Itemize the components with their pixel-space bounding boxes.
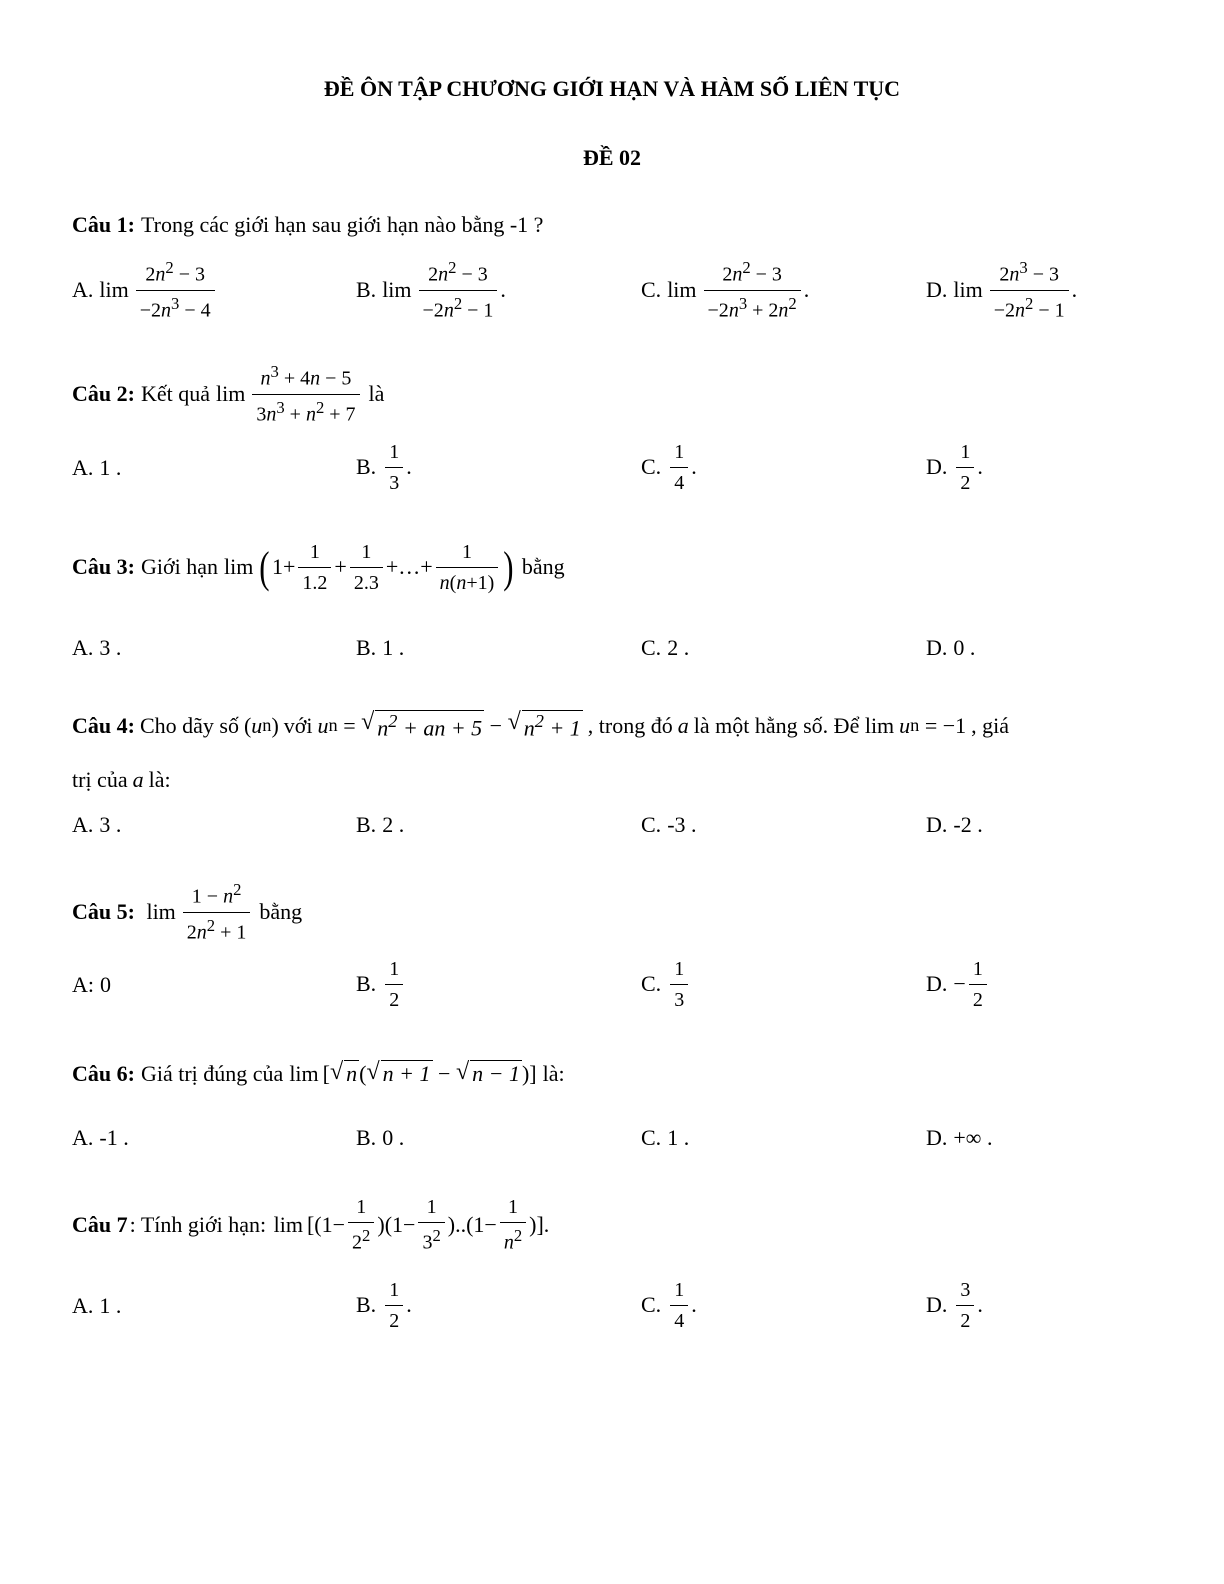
option-expression: lim $\frac{2n^2 - 3}{-2n^2 - 1}$ . <box>382 258 506 322</box>
question-text-end: bằng <box>259 898 303 924</box>
question-text: : Tính giới hạn: <box>129 1211 267 1237</box>
option-letter: C. <box>641 1292 662 1318</box>
option-c[interactable] <box>641 258 809 322</box>
question-expression: lim ( 1+ $\frac{1}{1.2}$ + $\frac{1}{2.3}$ +…+ $\frac{1}{n(n+1)}$ ) <box>223 541 514 594</box>
question-text: với <box>283 712 313 738</box>
option-expression: 1 . <box>99 455 122 480</box>
option-d[interactable] <box>926 635 975 661</box>
variable-a: a <box>677 712 689 738</box>
option-expression: 2 . <box>382 812 405 837</box>
option-expression: 3 . <box>99 635 122 660</box>
option-letter: C. <box>641 1125 662 1150</box>
option-letter: D. <box>926 812 948 837</box>
question-text: là: <box>148 767 171 792</box>
option-b[interactable] <box>356 957 406 1012</box>
option-a[interactable] <box>72 812 121 838</box>
question-text: Giới hạn <box>140 554 218 580</box>
question-6 <box>72 1060 565 1087</box>
option-b[interactable] <box>356 1278 412 1333</box>
option-letter: D. <box>926 454 948 480</box>
question-text-end: là <box>368 380 385 406</box>
question-expression: lim [(1− $\frac{1}{2^2}$ )(1− $\frac{1}{3^2}$ )..(1− $\frac{1}{n^2}$ )]. <box>273 1196 550 1254</box>
option-expression: $\frac{3}{2}$ . <box>953 1278 983 1333</box>
option-c[interactable] <box>641 635 689 661</box>
question-expression: lim $\frac{1 - n^2}{2n^2 + 1}$ <box>141 880 253 944</box>
option-letter: B. <box>356 276 377 302</box>
option-expression: -3 . <box>667 812 697 837</box>
option-expression: $\frac{1}{3}$ <box>667 957 691 1012</box>
option-expression: lim $\frac{2n^2 - 3}{-2n^3 + 2n^2}$ . <box>667 258 810 322</box>
question-text-end: là: <box>542 1060 565 1086</box>
question-3 <box>72 540 565 595</box>
variable-a: a <box>132 767 144 792</box>
option-c[interactable] <box>641 812 697 838</box>
question-4 <box>72 710 1009 742</box>
option-letter: B. <box>356 1292 377 1318</box>
option-expression: $\frac{1}{3}$ . <box>382 440 412 495</box>
option-expression: +∞ . <box>953 1125 993 1150</box>
option-a[interactable] <box>72 1125 129 1151</box>
option-expression: − $\frac{1}{2}$ <box>953 957 989 1012</box>
question-text: , trong đó <box>587 712 673 738</box>
limit-expression: u n = −1 <box>899 712 967 738</box>
option-letter: C. <box>641 812 662 837</box>
sequence-symbol: ( u n ) <box>243 712 279 738</box>
question-expression: u n = √ $n^2$ + an + 5 − √ $n^2 + 1$ <box>317 709 581 741</box>
option-d[interactable] <box>926 812 983 838</box>
option-expression: $\frac{1}{2}$ . <box>382 1278 412 1333</box>
option-d[interactable] <box>926 1278 983 1333</box>
question-label: Câu 4: <box>72 712 135 738</box>
option-letter: A. <box>72 1125 94 1150</box>
option-expression: -1 . <box>99 1125 129 1150</box>
option-b[interactable] <box>356 812 404 838</box>
option-b[interactable] <box>356 635 404 661</box>
option-letter: A. <box>72 812 94 837</box>
option-expression: 3 . <box>99 812 122 837</box>
option-letter: B. <box>356 812 377 837</box>
option-a[interactable] <box>72 1293 121 1319</box>
option-b[interactable] <box>356 258 506 322</box>
option-expression: 2 . <box>667 635 690 660</box>
option-letter: A. <box>72 635 94 660</box>
option-letter: A. <box>72 455 94 480</box>
question-text: là một hằng số. Để lim <box>693 712 895 738</box>
option-d[interactable] <box>926 1125 992 1151</box>
question-label: Câu 5: <box>72 898 135 924</box>
option-letter: A: <box>72 972 94 997</box>
option-letter: D. <box>926 276 948 302</box>
question-7 <box>72 1195 549 1255</box>
option-a[interactable] <box>72 258 218 322</box>
option-expression: -2 . <box>953 812 983 837</box>
question-label: Câu 6: <box>72 1060 135 1086</box>
option-a[interactable] <box>72 635 121 661</box>
question-label: Câu 2: <box>72 380 135 406</box>
option-c[interactable] <box>641 440 697 495</box>
option-expression: 1 . <box>99 1293 122 1318</box>
option-expression: 0 . <box>953 635 976 660</box>
option-expression: 1 . <box>667 1125 690 1150</box>
option-letter: A. <box>72 1293 94 1318</box>
option-letter: B. <box>356 454 377 480</box>
question-text: Trong các giới hạn sau giới hạn nào bằng -1 ? <box>140 212 544 237</box>
option-expression: lim $\frac{2n^2 - 3}{-2n^3 - 4}$ <box>99 258 217 322</box>
option-letter: C. <box>641 454 662 480</box>
question-text: , giá <box>971 712 1010 738</box>
option-expression: $\frac{1}{4}$ . <box>667 1278 697 1333</box>
option-letter: D. <box>926 1125 948 1150</box>
page-title: ĐỀ ÔN TẬP CHƯƠNG GIỚI HẠN VÀ HÀM SỐ LIÊN TỤC <box>323 76 901 101</box>
question-label: Câu 3: <box>72 554 135 580</box>
option-expression: $\frac{1}{2}$ <box>382 957 406 1012</box>
option-letter: D. <box>926 971 948 997</box>
option-d[interactable] <box>926 440 983 495</box>
question-4-line-2 <box>72 767 171 793</box>
question-expression: lim [ √ n ( √ n + 1 − √ n − 1 )] <box>289 1059 537 1086</box>
question-text: Giá trị đúng của <box>140 1060 284 1086</box>
option-b[interactable] <box>356 440 412 495</box>
option-letter: C. <box>641 276 662 302</box>
option-letter: B. <box>356 635 377 660</box>
question-2 <box>72 362 384 426</box>
question-text: trị của <box>72 767 128 792</box>
option-c[interactable] <box>641 1278 697 1333</box>
option-expression: 0 . <box>382 1125 405 1150</box>
option-letter: C. <box>641 971 662 997</box>
question-label: Câu 7 <box>72 1211 128 1237</box>
option-expression: 1 . <box>382 635 405 660</box>
question-expression: lim $\frac{n^3 + 4n - 5}{3n^3 + n^2 + 7}$ <box>216 362 363 426</box>
question-text: Cho dãy số <box>139 712 239 738</box>
option-letter: B. <box>356 1125 377 1150</box>
question-text-end: bằng <box>521 554 565 580</box>
option-c[interactable] <box>641 957 691 1012</box>
option-letter: B. <box>356 971 377 997</box>
option-letter: C. <box>641 635 662 660</box>
question-text: Kết quả <box>140 380 210 406</box>
option-expression: 0 <box>100 972 111 997</box>
option-expression: lim $\frac{2n^3 - 3}{-2n^2 - 1}$ . <box>953 258 1078 322</box>
option-expression: $\frac{1}{4}$ . <box>667 440 697 495</box>
option-c[interactable] <box>641 1125 689 1151</box>
option-a[interactable] <box>72 972 111 998</box>
option-d[interactable] <box>926 957 990 1012</box>
option-expression: $\frac{1}{2}$ . <box>953 440 983 495</box>
option-d[interactable] <box>926 258 1077 322</box>
option-a[interactable] <box>72 455 121 481</box>
question-5 <box>72 880 302 944</box>
page-subtitle: ĐỀ 02 <box>582 145 642 170</box>
option-letter: D. <box>926 635 948 660</box>
question-1 <box>72 212 543 238</box>
option-b[interactable] <box>356 1125 404 1151</box>
question-label: Câu 1: <box>72 212 135 237</box>
option-letter: A. <box>72 276 94 302</box>
option-letter: D. <box>926 1292 948 1318</box>
